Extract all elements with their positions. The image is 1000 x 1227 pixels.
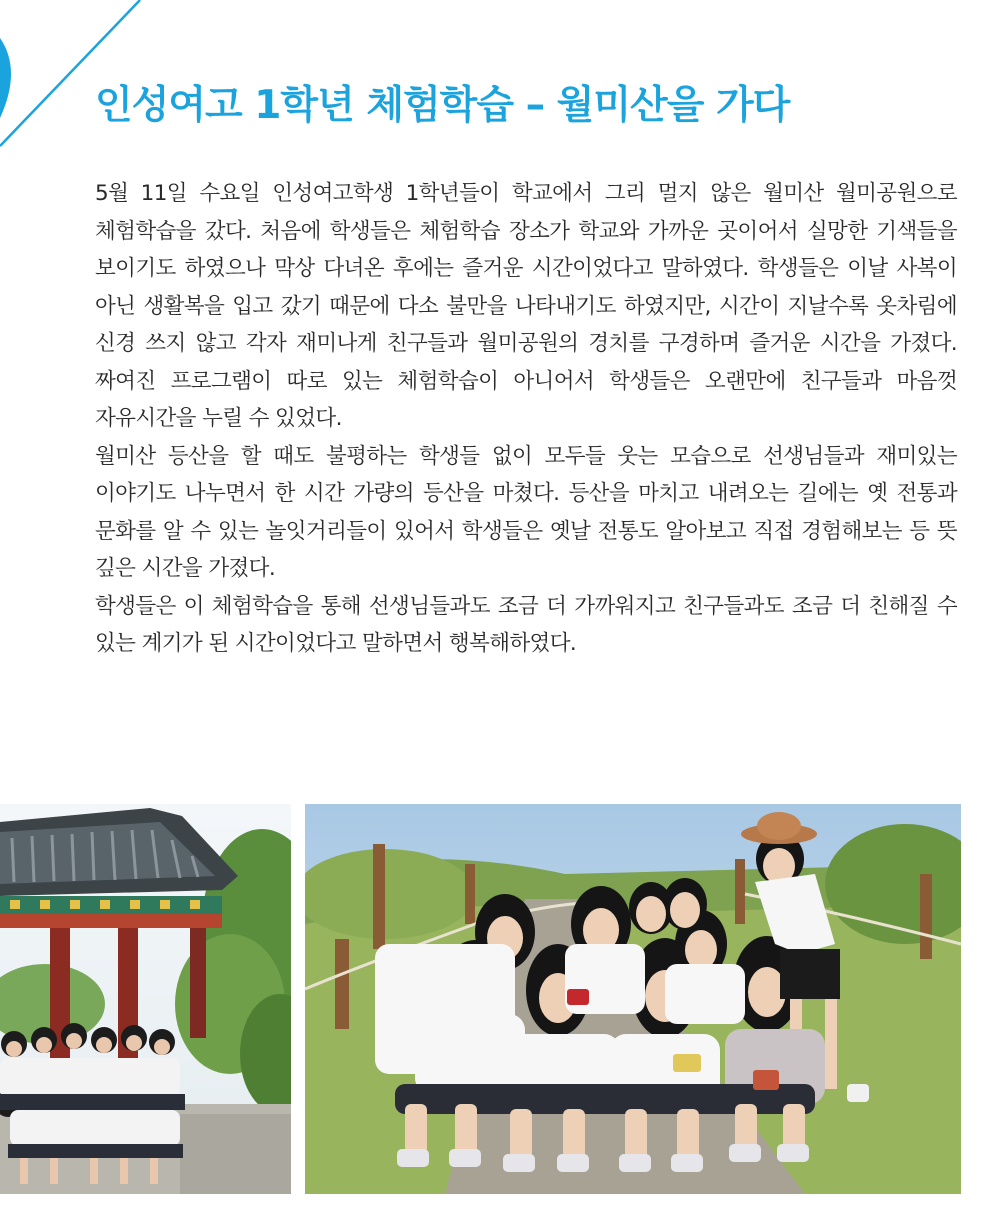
article-title: 인성여고 1학년 체험학습 – 월미산을 가다 [95,83,790,128]
article-paragraph: 5월 11일 수요일 인성여고학생 1학년들이 학교에서 그리 멀지 않은 월미산 월미공원으로 체험학습을 갔다. 처음에 학생들은 체험학습 장소가 학교와 가까운 곳이어서 실망한 기색들을 보이기도 하였으나 막상 다녀온 후에는 즐거운 시간이었다고 말하였다. 학생들은 이날 사복이 아닌 생활복을 입고 갔기 때문에 다소 불만을 나타내기도 하였지만, 시간이 지날수록 옷차림에 신경 쓰지 않고 각자 재미나게 친구들과 월미공원의 경치를 구경하며 즐거운 시간을 가졌다. 짜여진 프로그램이 따로 있는 체험학습이 아니어서 학생들은 오랜만에 친구들과 마음껏 자유시간을 누릴 수 있었다. [95,181,957,431]
article-paragraph: 학생들은 이 체험학습을 통해 선생님들과도 조금 더 가까워지고 친구들과도 조금 더 친해질 수 있는 계기가 된 시간이었다고 말하면서 행복해하였다. [95,593,957,656]
photo-students-on-path [305,804,961,1194]
article-body [95,175,957,663]
article-paragraph: 월미산 등산을 할 때도 불평하는 학생들 없이 모두들 웃는 모습으로 선생님들과 재미있는 이야기도 나누면서 한 시간 가량의 등산을 마쳤다. 등산을 마치고 내려오는 길에는 옛 전통과 문화를 알 수 있는 놀잇거리들이 있어서 학생들은 옛날 전통도 알아보고 직접 경험해보는 등 뜻 깊은 시간을 가졌다. [95,443,957,581]
photo-pavilion-group [0,804,291,1194]
